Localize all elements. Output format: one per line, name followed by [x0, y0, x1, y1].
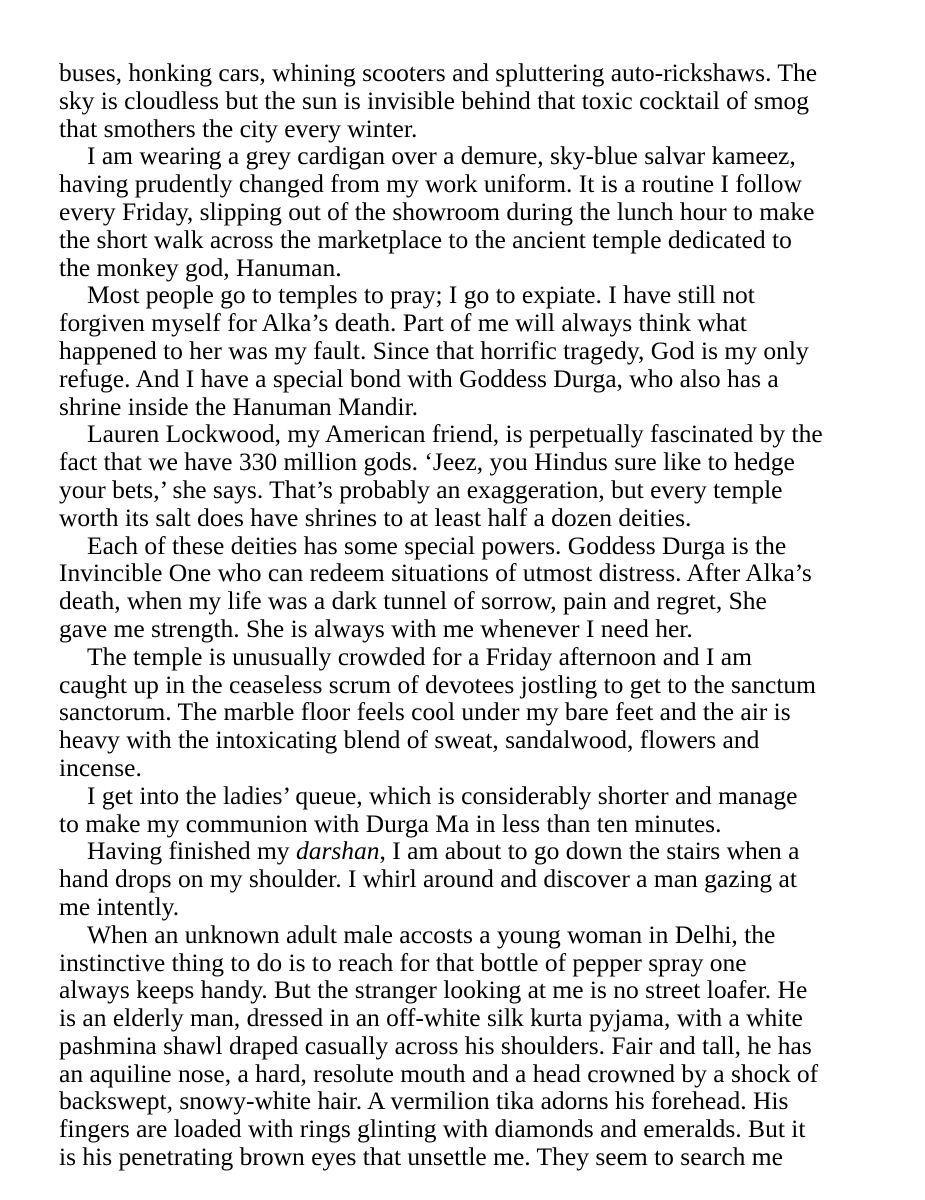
text-line: Lauren Lockwood, my American friend, is perpetually fascinated by the [87, 419, 823, 449]
text-line: sanctorum. The marble floor feels cool under my bare feet and the air is [59, 697, 791, 727]
text-line: is his penetrating brown eyes that unsettle me. They seem to search me [59, 1142, 783, 1172]
paragraph-1 [59, 59, 885, 142]
text-line: me intently. [59, 891, 180, 921]
paragraph-6 [59, 643, 885, 782]
paragraph-5 [59, 532, 885, 643]
text-line: death, when my life was a dark tunnel of sorrow, pain and regret, She [59, 586, 767, 616]
text-line: Each of these deities has some special powers. Goddess Durga is the [87, 530, 787, 560]
paragraph-7 [59, 782, 885, 838]
paragraph-8 [59, 837, 885, 920]
text-run: Having finished my [87, 836, 296, 866]
text-line: worth its salt does have shrines to at least half a dozen deities. [59, 502, 692, 532]
text-line: the monkey god, Hanuman. [59, 252, 342, 282]
emphasized-word: darshan [295, 836, 380, 866]
text-line: When an unknown adult male accosts a young woman in Delhi, the [87, 919, 776, 949]
text-line: The temple is unusually crowded for a Friday afternoon and I am [87, 641, 752, 671]
text-line: always keeps handy. But the stranger looking at me is no street loafer. He [59, 975, 808, 1005]
text-line: that smothers the city every winter. [59, 113, 418, 143]
text-line: pashmina shawl draped casually across his shoulders. Fair and tall, he has [59, 1030, 812, 1060]
paragraph-4 [59, 420, 885, 531]
text-line: I am wearing a grey cardigan over a demure, sky-blue salvar kameez, [87, 141, 796, 171]
paragraph-9 [59, 921, 885, 1171]
text-line: forgiven myself for Alka’s death. Part of me will always think what [59, 308, 747, 338]
text-line: your bets,’ she says. That’s probably an exaggeration, but every temple [59, 474, 783, 504]
text-line: fingers are loaded with rings glinting with diamonds and emeralds. But it [59, 1114, 806, 1144]
text-line: having prudently changed from my work uniform. It is a routine I follow [59, 169, 802, 199]
text-line: refuge. And I have a special bond with Goddess Durga, who also has a [59, 363, 779, 393]
text-line: buses, honking cars, whining scooters and spluttering auto-rickshaws. The [59, 58, 818, 87]
text-line: heavy with the intoxicating blend of sweat, sandalwood, flowers and [59, 725, 760, 755]
text-line: gave me strength. She is always with me whenever I need her. [59, 613, 693, 643]
paragraph-3 [59, 281, 885, 420]
text-line: an aquiline nose, a hard, resolute mouth and a head crowned by a shock of [59, 1058, 819, 1088]
text-line: shrine inside the Hanuman Mandir. [59, 391, 419, 421]
text-line: fact that we have 330 million gods. ‘Jeez, you Hindus sure like to hedge [59, 447, 795, 477]
text-line: incense. [59, 752, 142, 782]
text-run: , I am about to go down the stairs when a [379, 836, 800, 866]
text-line: happened to her was my fault. Since that horrific tragedy, God is my only [59, 335, 809, 365]
text-line: to make my communion with Durga Ma in less than ten minutes. [59, 808, 722, 838]
text-line: I get into the ladies’ queue, which is considerably shorter and manage [87, 780, 798, 810]
text-line: backswept, snowy-white hair. A vermilion tika adorns his forehead. His [59, 1086, 789, 1116]
text-line: caught up in the ceaseless scrum of devotees jostling to get to the sanctum [59, 669, 817, 699]
text-line [59, 837, 885, 865]
text-line: hand drops on my shoulder. I whirl around and discover a man gazing at [59, 864, 797, 894]
text-line: instinctive thing to do is to reach for that bottle of pepper spray one [59, 947, 747, 977]
text-line: Invincible One who can redeem situations of utmost distress. After Alka’s [59, 558, 812, 588]
text-line: every Friday, slipping out of the showroom during the lunch hour to make [59, 196, 815, 226]
text-line: Most people go to temples to pray; I go to expiate. I have still not [87, 280, 755, 310]
text-line: the short walk across the marketplace to the ancient temple dedicated to [59, 224, 792, 254]
text-line: is an elderly man, dressed in an off-white silk kurta pyjama, with a white [59, 1003, 803, 1033]
paragraph-2 [59, 142, 885, 281]
text-line: sky is cloudless but the sun is invisible behind that toxic cocktail of smog [59, 85, 810, 115]
